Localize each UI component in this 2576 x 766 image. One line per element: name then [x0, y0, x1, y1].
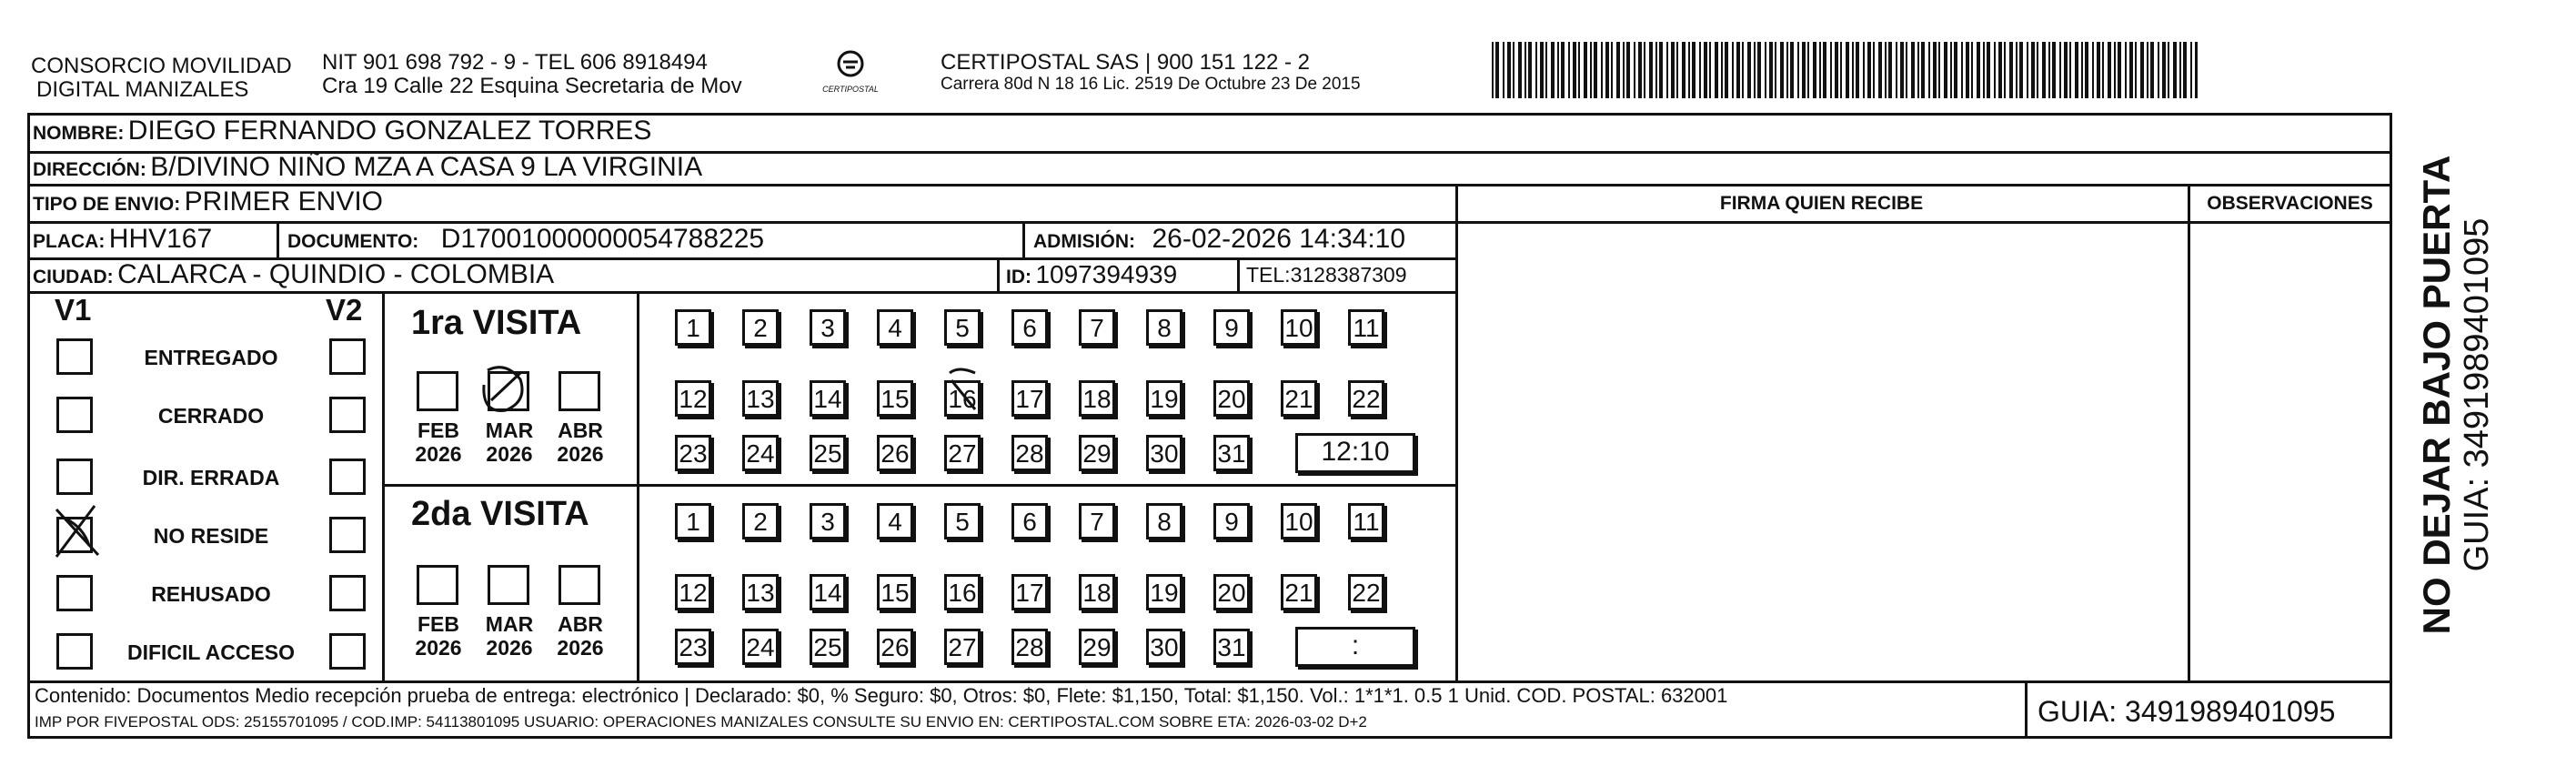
barcode-bar — [1524, 42, 1526, 98]
id-value: 1097394939 — [1035, 260, 1178, 288]
ciudad-value: CALARCA - QUINDIO - COLOMBIA — [117, 259, 555, 289]
barcode-bar — [1813, 42, 1816, 98]
barcode-bar — [2162, 42, 2166, 98]
barcode-bar — [1906, 42, 1907, 98]
day-box[interactable]: 16 — [944, 380, 981, 417]
day-box[interactable]: 28 — [1011, 435, 1048, 471]
barcode-bar — [1757, 42, 1761, 98]
barcode-bar — [1682, 42, 1685, 98]
day-box[interactable]: 26 — [877, 629, 913, 665]
issuer-contact — [322, 51, 742, 98]
day-box[interactable]: 13 — [742, 380, 779, 417]
day-box[interactable]: 14 — [810, 380, 846, 417]
second-visit-time[interactable]: : — [1295, 627, 1415, 667]
barcode-bar — [1790, 42, 1794, 98]
v2-label: V2 — [326, 293, 363, 327]
day-box[interactable]: 9 — [1213, 309, 1250, 346]
day-box[interactable]: 28 — [1011, 629, 1048, 665]
month-name: MAR — [485, 418, 534, 442]
day-box[interactable]: 18 — [1079, 574, 1115, 610]
status-label: NO RESIDE — [153, 524, 269, 548]
day-box[interactable]: 9 — [1213, 503, 1250, 539]
v1-checkbox[interactable] — [56, 338, 93, 375]
placa-cell — [33, 225, 212, 258]
barcode-bar — [1878, 42, 1882, 98]
barcode-bar — [1578, 42, 1580, 98]
day-box[interactable]: 12 — [675, 380, 711, 417]
day-box[interactable]: 26 — [877, 435, 913, 471]
day-box[interactable]: 6 — [1011, 309, 1048, 346]
barcode-bar — [1513, 42, 1514, 98]
second-visit-title: 2da VISITA — [411, 495, 589, 533]
barcode-bar — [1977, 42, 1980, 98]
day-box[interactable]: 22 — [1348, 380, 1384, 417]
month-label — [482, 418, 537, 466]
documento-value: D17001000000054788225 — [440, 224, 765, 254]
barcode-bar — [1626, 42, 1630, 98]
barcode-bar — [1938, 42, 1940, 98]
barcode-bar — [2019, 42, 2023, 98]
barcode-bar — [1540, 42, 1544, 98]
barcode-bar — [1950, 42, 1952, 98]
barcode-bar — [2179, 42, 2181, 98]
day-box[interactable]: 25 — [810, 629, 846, 665]
v1-checkbox[interactable] — [56, 633, 93, 670]
barcode-bar — [1966, 42, 1969, 98]
day-box[interactable]: 1 — [675, 503, 711, 539]
month-name: MAR — [485, 612, 534, 636]
day-box[interactable]: 4 — [877, 309, 913, 346]
barcode-bar — [1921, 42, 1925, 98]
v2-checkbox[interactable] — [329, 575, 366, 611]
id-cell — [1006, 260, 1177, 294]
barcode-bar — [1649, 42, 1653, 98]
day-box[interactable]: 7 — [1079, 309, 1115, 346]
placa-value: HHV167 — [108, 224, 213, 254]
barcode-bar — [2085, 42, 2088, 98]
barcode-bar — [1998, 42, 2002, 98]
day-box[interactable]: 10 — [1281, 503, 1317, 539]
barcode-bar — [2125, 42, 2127, 98]
day-box[interactable]: 15 — [877, 574, 913, 610]
barcode-bar — [2075, 42, 2078, 98]
barcode-bar — [1830, 42, 1832, 98]
issuer-line-2: DIGITAL MANIZALES — [36, 77, 249, 102]
barcode-bar — [2048, 42, 2050, 98]
documento-label: DOCUMENTO: — [287, 231, 419, 252]
day-box[interactable]: 21 — [1281, 380, 1317, 417]
imp-text: IMP POR FIVEPOSTAL ODS: 25155701095 / COD.IMP: 54113801095 USUARIO: OPERACIONES MANIZALES CONSULTE SU ENVIO EN: CERTIPOSTAL.COM SOBRE ETA: 2026-03-02 D+2 — [35, 713, 1367, 731]
barcode-bar — [1644, 42, 1645, 98]
month-name: ABR — [558, 612, 603, 636]
day-box[interactable]: 22 — [1348, 574, 1384, 610]
barcode-bar — [1917, 42, 1919, 98]
day-box[interactable]: 5 — [944, 309, 981, 346]
month-year: 2026 — [557, 636, 604, 660]
barcode-bar — [2135, 42, 2137, 98]
barcode-bar — [1557, 42, 1559, 98]
barcode-bar — [1852, 42, 1854, 98]
day-box[interactable]: 24 — [742, 629, 779, 665]
barcode-bar — [1671, 42, 1675, 98]
observaciones-header: OBSERVACIONES — [2207, 193, 2373, 214]
nombre-label: NOMBRE: — [33, 123, 125, 144]
barcode-bar — [1518, 42, 1522, 98]
barcode-bar — [2129, 42, 2133, 98]
barcode-bar — [1568, 42, 1570, 98]
barcode-bar — [1911, 42, 1915, 98]
month-label — [411, 612, 466, 660]
barcode-bar — [1840, 42, 1842, 98]
barcode-bar — [1584, 42, 1587, 98]
day-box[interactable]: 19 — [1146, 574, 1182, 610]
status-label: DIR. ERRADA — [142, 466, 280, 489]
barcode-bar — [1769, 42, 1773, 98]
barcode-bar — [1535, 42, 1537, 98]
v2-checkbox[interactable] — [329, 517, 366, 553]
barcode-bar — [2016, 42, 2018, 98]
first-visit-title: 1ra VISITA — [411, 304, 582, 342]
barcode-bar — [1775, 42, 1776, 98]
day-box[interactable]: 30 — [1146, 435, 1182, 471]
day-box[interactable]: 5 — [944, 503, 981, 539]
day-box[interactable]: 15 — [877, 380, 913, 417]
ciudad-label: CIUDAD: — [33, 267, 114, 287]
barcode-bar — [1954, 42, 1957, 98]
barcode-bar — [2195, 42, 2198, 98]
v2-checkbox[interactable] — [329, 338, 366, 375]
barcode — [1492, 42, 2201, 100]
month-checkbox[interactable] — [488, 565, 529, 605]
day-box[interactable]: 30 — [1146, 629, 1182, 665]
day-box[interactable]: 7 — [1079, 503, 1115, 539]
barcode-bar — [2102, 42, 2104, 98]
month-checkbox[interactable] — [488, 371, 529, 411]
month-year: 2026 — [486, 442, 533, 466]
v1-label: V1 — [55, 293, 92, 327]
tipo-value: PRIMER ENVIO — [184, 186, 384, 217]
day-box[interactable]: 29 — [1079, 629, 1115, 665]
month-label — [553, 418, 608, 466]
barcode-bar — [2140, 42, 2144, 98]
courier-address: Carrera 80d N 18 16 Lic. 2519 De Octubre 23 De 2015 — [941, 75, 1361, 94]
barcode-bar — [2118, 42, 2121, 98]
day-box[interactable]: 3 — [810, 503, 846, 539]
admision-label: ADMISIÓN: — [1033, 231, 1135, 252]
barcode-bar — [1611, 42, 1613, 98]
barcode-bar — [1856, 42, 1859, 98]
v1-checkbox[interactable] — [56, 397, 93, 433]
barcode-bar — [1780, 42, 1784, 98]
first-visit-time[interactable]: 12:10 — [1295, 433, 1415, 473]
day-box[interactable]: 2 — [742, 309, 779, 346]
direccion-value: B/DIVINO NIÑO MZA A CASA 9 LA VIRGINIA — [150, 152, 703, 182]
admision-value: 26-02-2026 14:34:10 — [1152, 224, 1406, 254]
v1-checkbox[interactable] — [56, 575, 93, 611]
month-label — [553, 612, 608, 660]
day-box[interactable]: 11 — [1348, 309, 1384, 346]
barcode-bar — [2190, 42, 2192, 98]
barcode-bar — [1507, 42, 1511, 98]
month-year: 2026 — [415, 636, 462, 660]
barcode-bar — [2183, 42, 2187, 98]
barcode-bar — [1736, 42, 1740, 98]
barcode-bar — [1666, 42, 1668, 98]
contenido-text: Contenido: Documentos Medio recepción prueba de entrega: electrónico | Declarado: $0, % Seguro: $0, Otros: $0, Flete: $1,150, Total: $1,150. Vol.: 1*1*1. 0.5 1 Unid. COD. POSTAL: 632001 — [35, 684, 1728, 707]
day-box[interactable]: 23 — [675, 435, 711, 471]
day-box[interactable]: 23 — [675, 629, 711, 665]
barcode-bar — [1634, 42, 1635, 98]
day-box[interactable]: 21 — [1281, 574, 1317, 610]
day-box[interactable]: 8 — [1146, 309, 1182, 346]
tipo-label: TIPO DE ENVIO: — [33, 194, 181, 215]
status-label: CERRADO — [157, 404, 265, 428]
barcode-bar — [1873, 42, 1875, 98]
v1-checkbox[interactable] — [56, 517, 93, 553]
barcode-bar — [1545, 42, 1547, 98]
barcode-bar — [1802, 42, 1806, 98]
admision-cell — [1033, 225, 1405, 258]
barcode-bar — [2059, 42, 2061, 98]
barcode-bar — [1765, 42, 1766, 98]
month-checkbox[interactable] — [417, 565, 458, 605]
direccion-row — [33, 153, 702, 186]
barcode-bar — [2042, 42, 2046, 98]
barcode-bar — [1900, 42, 1904, 98]
barcode-bar — [1561, 42, 1565, 98]
barcode-bar — [1601, 42, 1603, 98]
barcode-bar — [1709, 42, 1711, 98]
barcode-bar — [1983, 42, 1985, 98]
day-box[interactable]: 6 — [1011, 503, 1048, 539]
day-box[interactable]: 27 — [944, 629, 981, 665]
day-box[interactable]: 19 — [1146, 380, 1182, 417]
ciudad-cell — [33, 260, 554, 294]
day-box[interactable]: 27 — [944, 435, 981, 471]
day-box[interactable]: 17 — [1011, 380, 1048, 417]
day-box[interactable]: 3 — [810, 309, 846, 346]
barcode-bar — [1846, 42, 1849, 98]
barcode-bar — [1863, 42, 1865, 98]
barcode-bar — [1885, 42, 1887, 98]
barcode-bar — [1551, 42, 1555, 98]
barcode-bar — [1594, 42, 1597, 98]
barcode-bar — [1797, 42, 1799, 98]
tel-label: TEL: — [1246, 263, 1291, 287]
barcode-bar — [2037, 42, 2038, 98]
barcode-bar — [2092, 42, 2094, 98]
barcode-bar — [2114, 42, 2116, 98]
day-box[interactable]: 24 — [742, 435, 779, 471]
footer-guia: GUIA: 3491989401095 — [2038, 695, 2336, 728]
month-name: FEB — [418, 418, 459, 442]
month-year: 2026 — [557, 442, 604, 466]
barcode-bar — [1528, 42, 1532, 98]
placa-label: PLACA: — [33, 231, 106, 252]
barcode-bar — [1819, 42, 1821, 98]
firma-header: FIRMA QUIEN RECIBE — [1719, 193, 1924, 214]
barcode-bar — [1742, 42, 1744, 98]
barcode-bar — [1692, 42, 1696, 98]
day-box[interactable]: 10 — [1281, 309, 1317, 346]
status-label: REHUSADO — [151, 582, 271, 606]
barcode-bar — [1971, 42, 1973, 98]
day-box[interactable]: 31 — [1213, 435, 1250, 471]
barcode-bar — [1704, 42, 1707, 98]
issuer-name — [31, 55, 292, 102]
tel-cell — [1246, 260, 1407, 293]
barcode-bar — [1638, 42, 1642, 98]
barcode-bar — [2064, 42, 2068, 98]
courier-line: CERTIPOSTAL SAS | 900 151 122 - 2 — [941, 50, 1310, 75]
barcode-bar — [1987, 42, 1990, 98]
day-box[interactable]: 31 — [1213, 629, 1250, 665]
barcode-bar — [1835, 42, 1838, 98]
barcode-bar — [1492, 42, 1494, 98]
logo-text: CERTIPOSTAL — [822, 85, 879, 94]
v2-checkbox[interactable] — [329, 633, 366, 670]
day-box[interactable]: 14 — [810, 574, 846, 610]
nombre-value: DIEGO FERNANDO GONZALEZ TORRES — [127, 116, 652, 146]
barcode-bar — [2027, 42, 2028, 98]
side-guia: GUIA: 3491989401095 — [2458, 217, 2496, 572]
barcode-bar — [2168, 42, 2169, 98]
barcode-bar — [1823, 42, 1826, 98]
tel-value: 3128387309 — [1290, 263, 1407, 287]
month-year: 2026 — [415, 442, 462, 466]
barcode-bar — [2009, 42, 2013, 98]
barcode-bar — [2031, 42, 2035, 98]
month-year: 2026 — [486, 636, 533, 660]
nombre-row — [33, 116, 651, 150]
courier-info — [941, 51, 1361, 95]
id-label: ID: — [1006, 267, 1031, 287]
barcode-bar — [1961, 42, 1963, 98]
day-box[interactable]: 17 — [1011, 574, 1048, 610]
barcode-bar — [1732, 42, 1734, 98]
barcode-bar — [2097, 42, 2100, 98]
barcode-bar — [1994, 42, 1996, 98]
day-box[interactable]: 4 — [877, 503, 913, 539]
barcode-bar — [1807, 42, 1809, 98]
barcode-bar — [2052, 42, 2056, 98]
barcode-bar — [1616, 42, 1620, 98]
barcode-bar — [1590, 42, 1592, 98]
month-checkbox[interactable] — [558, 565, 600, 605]
issuer-address: Cra 19 Calle 22 Esquina Secretaria de Mov — [322, 74, 742, 98]
barcode-bar — [1503, 42, 1504, 98]
barcode-bar — [2147, 42, 2148, 98]
barcode-bar — [2108, 42, 2111, 98]
barcode-bar — [1715, 42, 1718, 98]
barcode-bar — [1786, 42, 1788, 98]
barcode-bar — [1676, 42, 1678, 98]
month-label — [482, 612, 537, 660]
barcode-bar — [1573, 42, 1576, 98]
direccion-label: DIRECCIÓN: — [33, 159, 146, 180]
day-box[interactable]: 20 — [1213, 380, 1250, 417]
barcode-bar — [1495, 42, 1499, 98]
barcode-bar — [1721, 42, 1723, 98]
barcode-bar — [2158, 42, 2159, 98]
side-warning: NO DEJAR BAJO PUERTA — [2415, 155, 2458, 635]
documento-cell — [287, 225, 764, 258]
month-label — [411, 418, 466, 466]
barcode-bar — [1688, 42, 1690, 98]
day-box[interactable]: 1 — [675, 309, 711, 346]
month-name: FEB — [418, 612, 459, 636]
barcode-bar — [2150, 42, 2154, 98]
barcode-bar — [2069, 42, 2071, 98]
v2-checkbox[interactable] — [329, 459, 366, 495]
barcode-bar — [1725, 42, 1728, 98]
barcode-bar — [2081, 42, 2083, 98]
day-box[interactable]: 20 — [1213, 574, 1250, 610]
v2-checkbox[interactable] — [329, 397, 366, 433]
month-name: ABR — [558, 418, 603, 442]
certipostal-logo — [819, 49, 882, 94]
day-box[interactable]: 16 — [944, 574, 981, 610]
day-box[interactable]: 13 — [742, 574, 779, 610]
month-checkbox[interactable] — [558, 371, 600, 411]
barcode-bar — [1655, 42, 1657, 98]
month-checkbox[interactable] — [417, 371, 458, 411]
barcode-bar — [1754, 42, 1756, 98]
v1-checkbox[interactable] — [56, 459, 93, 495]
status-label: DIFICIL ACCESO — [126, 640, 295, 664]
day-box[interactable]: 18 — [1079, 380, 1115, 417]
status-label: ENTREGADO — [144, 346, 278, 369]
barcode-bar — [2004, 42, 2006, 98]
issuer-line-1: CONSORCIO MOVILIDAD — [31, 54, 292, 78]
day-box[interactable]: 12 — [675, 574, 711, 610]
day-box[interactable]: 25 — [810, 435, 846, 471]
barcode-bar — [1933, 42, 1937, 98]
day-box[interactable]: 8 — [1146, 503, 1182, 539]
barcode-bar — [1888, 42, 1892, 98]
barcode-bar — [1605, 42, 1609, 98]
barcode-bar — [1699, 42, 1701, 98]
tipo-envio-row — [33, 187, 383, 221]
barcode-bar — [1896, 42, 1897, 98]
barcode-bar — [1928, 42, 1930, 98]
barcode-bar — [2173, 42, 2177, 98]
day-box[interactable]: 29 — [1079, 435, 1115, 471]
barcode-bar — [1659, 42, 1663, 98]
day-box[interactable]: 2 — [742, 503, 779, 539]
day-box[interactable]: 11 — [1348, 503, 1384, 539]
barcode-bar — [1944, 42, 1947, 98]
barcode-bar — [1623, 42, 1625, 98]
barcode-bar — [1867, 42, 1871, 98]
nit-line: NIT 901 698 792 - 9 - TEL 606 8918494 — [322, 50, 708, 75]
barcode-bar — [1747, 42, 1751, 98]
logo-icon — [832, 49, 869, 80]
